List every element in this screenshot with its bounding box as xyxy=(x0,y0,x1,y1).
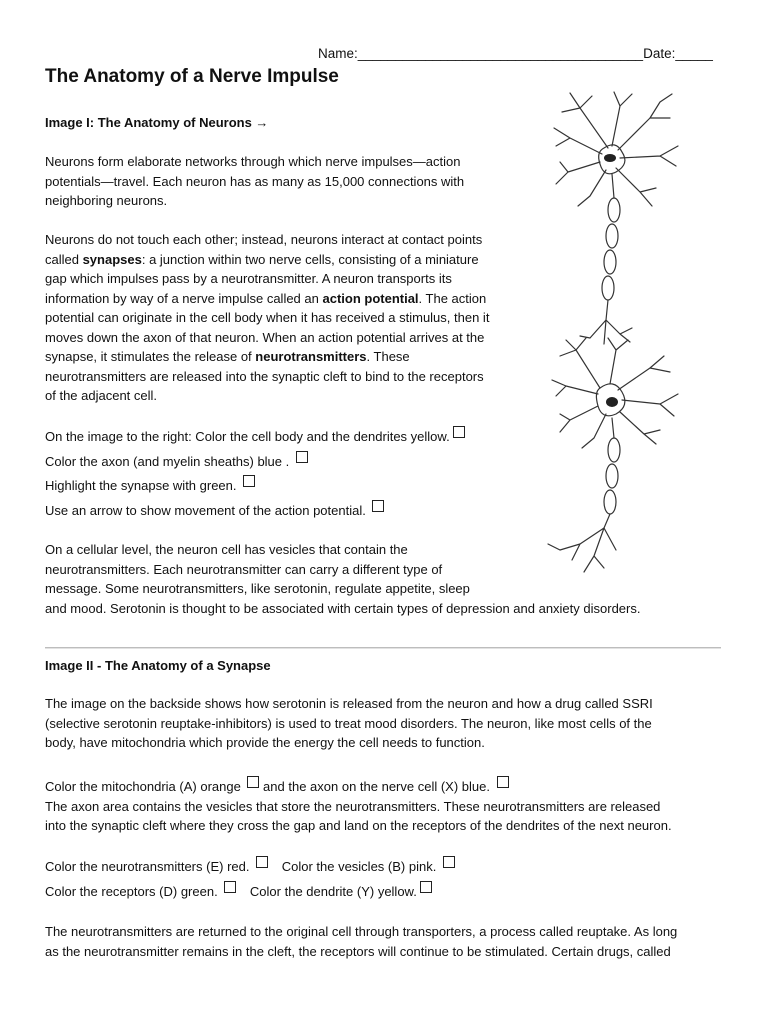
section1-task-list xyxy=(45,425,465,523)
page-title: The Anatomy of a Nerve Impulse xyxy=(45,66,339,87)
text-line: Neurons form elaborate networks through which nerve impulses—action xyxy=(45,154,461,169)
text-line: neighboring neurons. xyxy=(45,193,168,208)
text-line: (selective serotonin reuptake-inhibitors) is used to treat mood disorders. The neuron, like most cells of the xyxy=(45,715,652,731)
checkbox[interactable] xyxy=(224,881,236,893)
text-line: neurotransmitters. Each neurotransmitter can carry a different type of xyxy=(45,561,443,577)
text-line: The axon area contains the vesicles that store the neurotransmitters. These neurotransmitters are released xyxy=(45,798,661,814)
text-line: potentials—travel. Each neuron has as many as 15,000 connections with xyxy=(45,173,465,189)
section2-reuptake-paragraph xyxy=(45,922,677,961)
checkbox[interactable] xyxy=(296,451,308,463)
term-synapses: synapses xyxy=(82,251,142,267)
text-line: of the adjacent cell. xyxy=(45,388,158,403)
checkbox[interactable] xyxy=(420,881,432,893)
text-line: message. Some neurotransmitters, like serotonin, regulate appetite, sleep xyxy=(45,581,470,596)
task-color-cell-body: On the image to the right: Color the cell body and the dendrites yellow. xyxy=(45,425,465,450)
text-line: body, have mitochondria which provide the energy the cell needs to function. xyxy=(45,735,485,750)
checkbox[interactable] xyxy=(443,856,455,868)
text-line: information by way of a nerve impulse called an action potential. The action xyxy=(45,290,487,306)
text-line: called synapses: a junction within two nerve cells, consisting of a miniature xyxy=(45,251,479,267)
neuron-illustration xyxy=(520,88,690,588)
checkbox[interactable] xyxy=(243,475,255,487)
text-line: moves down the axon of that neuron. When an action potential arrives at the xyxy=(45,329,485,345)
text-line: and mood. Serotonin is thought to be associated with certain types of depression and anxiety disorders. xyxy=(45,600,641,616)
text-line: The image on the backside shows how serotonin is released from the neuron and how a drug called SSRI xyxy=(45,696,653,711)
section2-mitochondria-paragraph xyxy=(45,776,672,836)
upper-axon xyxy=(580,174,632,344)
task-highlight-synapse: Highlight the synapse with green. xyxy=(45,474,465,499)
checkbox[interactable] xyxy=(497,776,509,788)
term-neurotransmitters: neurotransmitters xyxy=(255,349,367,364)
upper-nucleus xyxy=(604,154,616,162)
term-action-potential: action potential xyxy=(322,290,419,306)
checkbox[interactable] xyxy=(372,500,384,512)
section-divider xyxy=(45,647,721,649)
section1-heading: Image I: The Anatomy of Neurons → xyxy=(45,115,269,130)
checkbox[interactable] xyxy=(453,426,465,438)
task-color-mitochondria: Color the mitochondria (A) orange and the axon on the nerve cell (X) blue. xyxy=(45,776,672,797)
lower-nucleus xyxy=(606,397,618,407)
task-color-axon: Color the axon (and myelin sheaths) blue . xyxy=(45,450,465,475)
text-line: synapse, it stimulates the release of neurotransmitters. These xyxy=(45,349,410,364)
lower-axon xyxy=(548,418,620,572)
section2-intro-paragraph xyxy=(45,694,653,753)
text-line: On a cellular level, the neuron cell has vesicles that contain the xyxy=(45,542,408,557)
text-line: into the synaptic cleft where they cross the gap and land on the receptors of the dendrites of the next neuron. xyxy=(45,818,672,833)
section1-synapse-paragraph xyxy=(45,230,489,406)
text-line: neurotransmitters are released into the synaptic cleft to bind to the receptors xyxy=(45,368,484,384)
text-line: potential can originate in the cell body when it has received a stimulus, then it xyxy=(45,310,490,325)
text-line: The neurotransmitters are returned to the original cell through transporters, a process called reuptake. As long xyxy=(45,924,678,939)
task-arrow-action-potential: Use an arrow to show movement of the action potential. xyxy=(45,499,465,524)
section2-heading: Image II - The Anatomy of a Synapse xyxy=(45,658,271,673)
name-date-line: Name:______________________________________Date:_____ xyxy=(318,46,713,61)
section1-intro-paragraph xyxy=(45,152,464,211)
task-row: Color the neurotransmitters (E) red. Color the vesicles (B) pink. xyxy=(45,855,455,880)
text-line: gap which impulses pass by a neurotransmitter. A neuron transports its xyxy=(45,271,452,286)
text-line: Neurons do not touch each other; instead, neurons interact at contact points xyxy=(45,232,483,247)
checkbox[interactable] xyxy=(256,856,268,868)
text-line: as the neurotransmitter remains in the cleft, the receptors will continue to be stimulated. Certain drugs, called xyxy=(45,943,671,959)
lower-neuron-dendrites xyxy=(552,338,678,448)
upper-neuron-dendrites xyxy=(554,92,678,206)
task-row: Color the receptors (D) green. Color the dendrite (Y) yellow. xyxy=(45,880,455,905)
section2-task-grid xyxy=(45,855,455,904)
checkbox[interactable] xyxy=(247,776,259,788)
